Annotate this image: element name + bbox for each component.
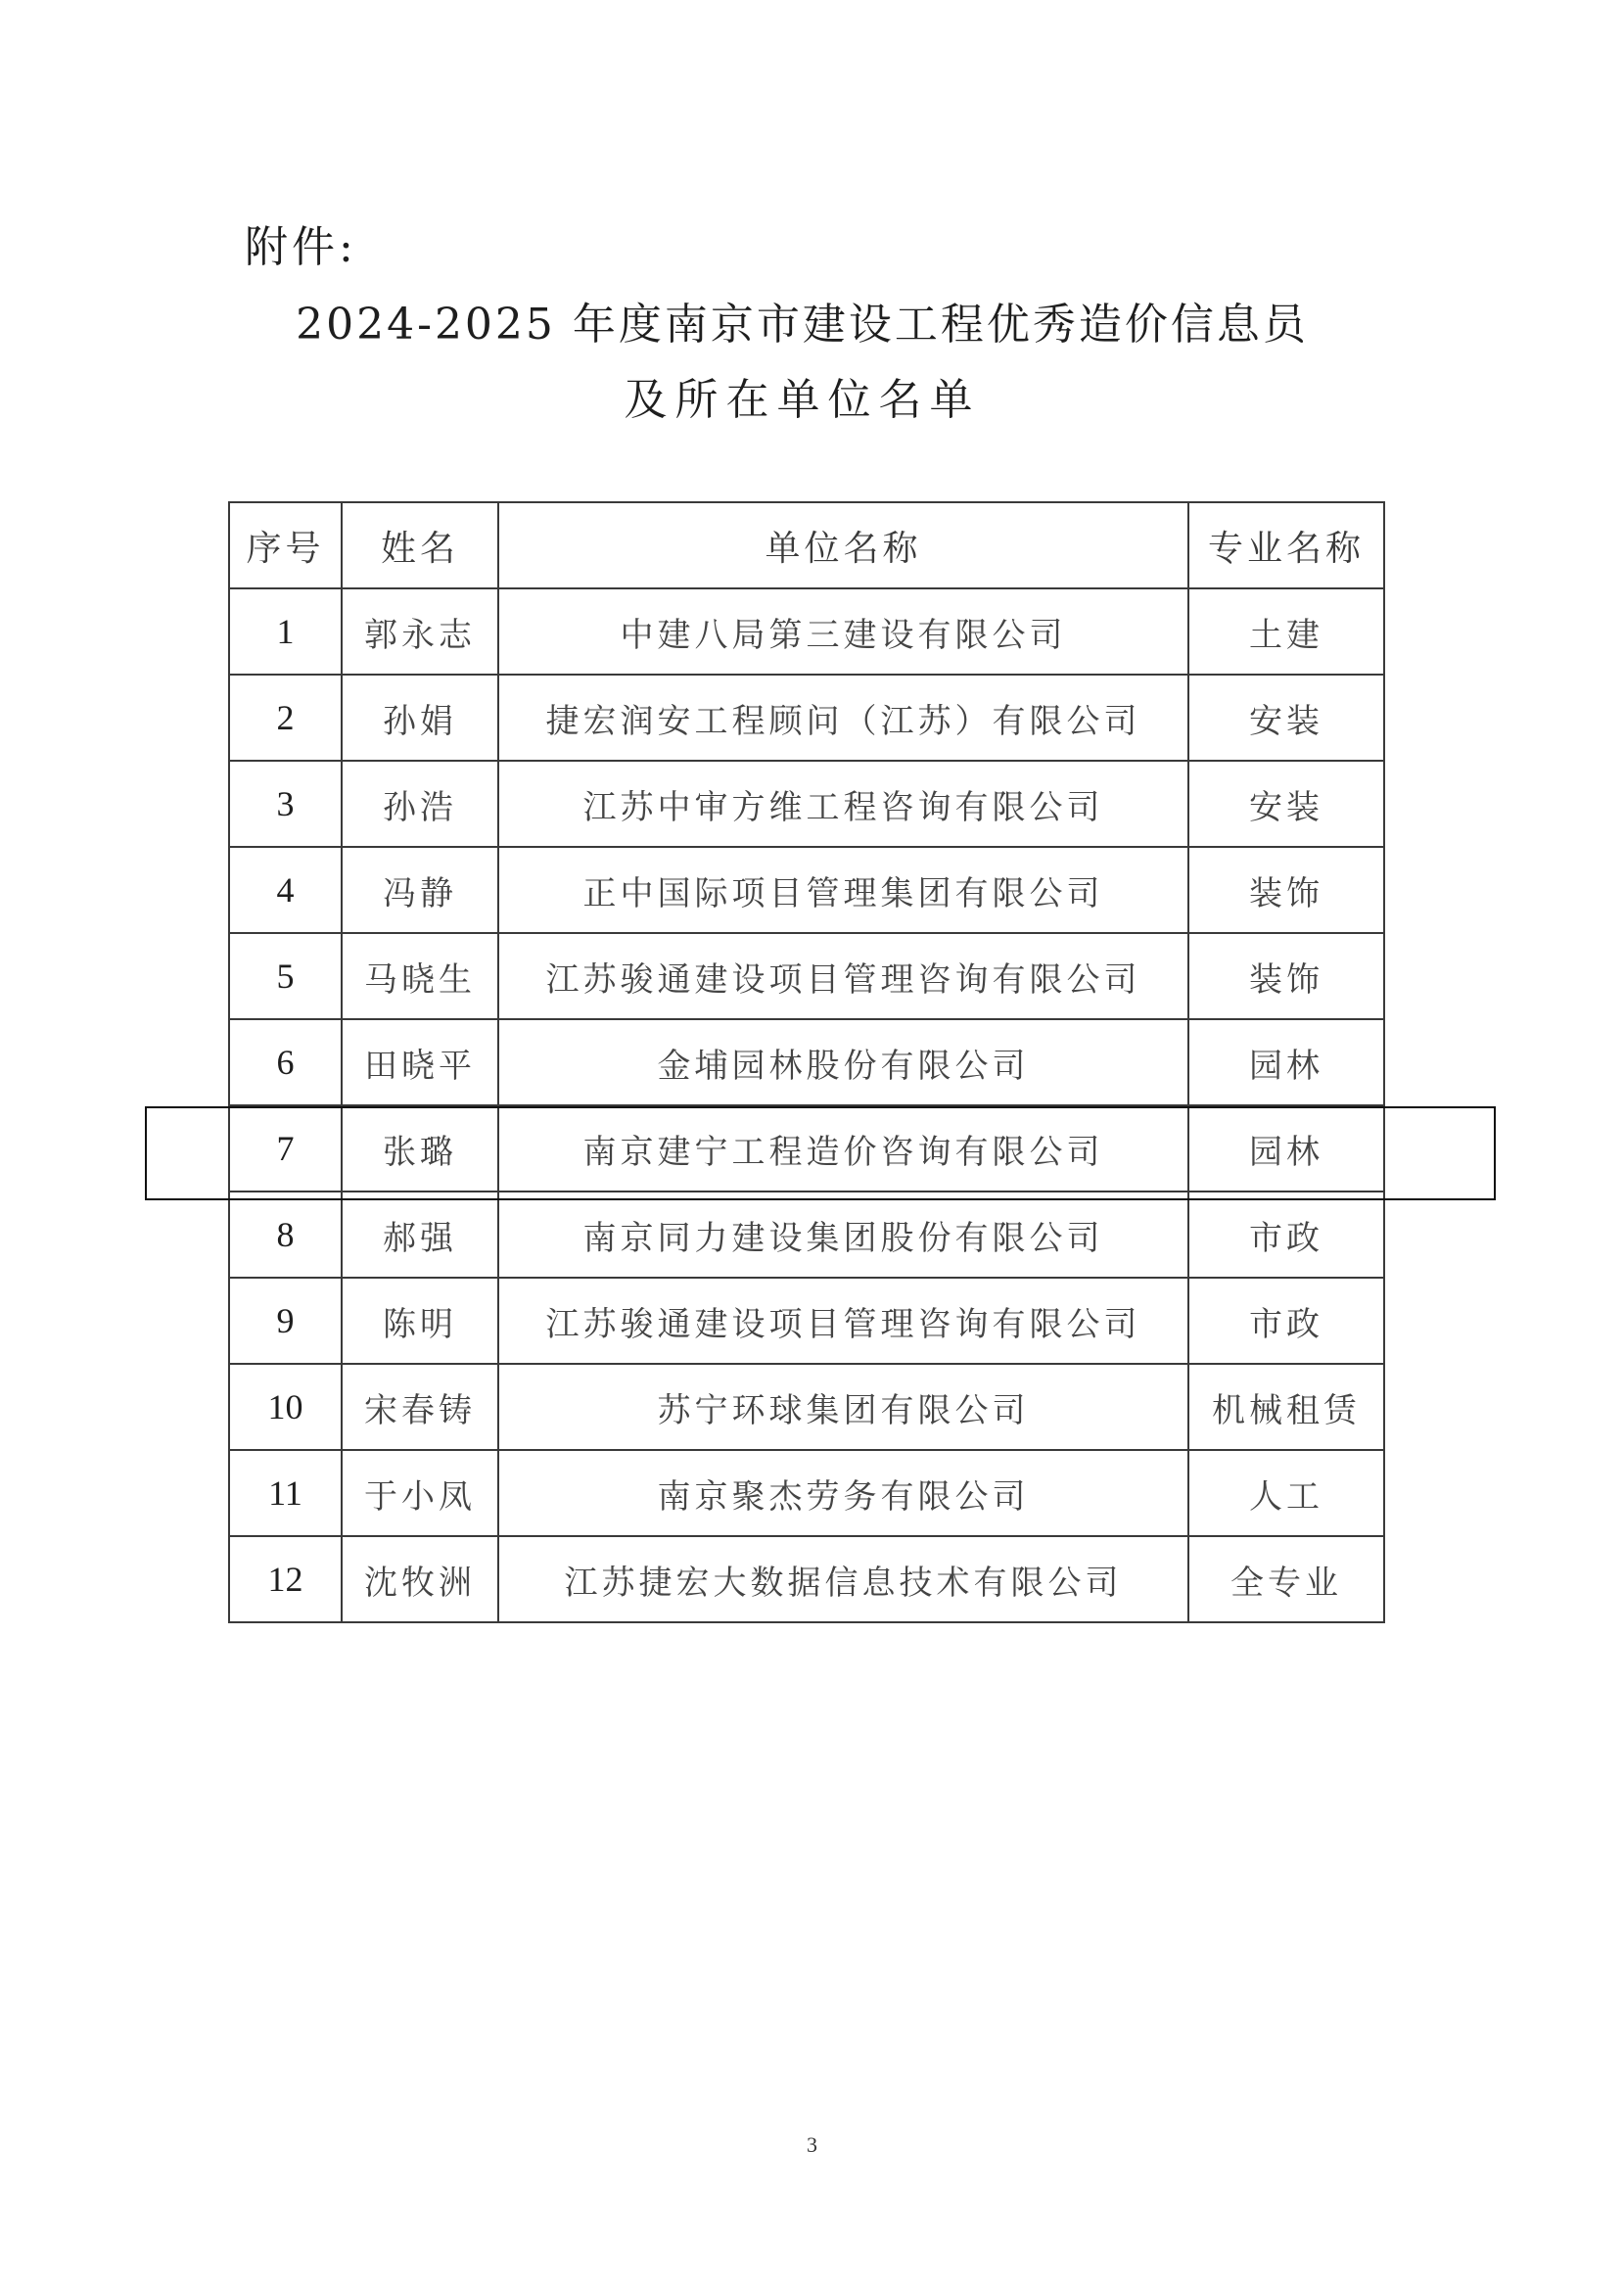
header-specialty: 专业名称 — [1188, 502, 1384, 588]
attachment-label: 附件: — [245, 222, 357, 272]
cell-specialty: 土建 — [1188, 588, 1384, 675]
cell-serial-no: 8 — [229, 1192, 342, 1278]
roster-table — [228, 501, 1385, 1623]
table-row — [229, 1192, 1384, 1278]
table-row — [229, 933, 1384, 1019]
table-header-row — [229, 502, 1384, 588]
table-row — [229, 1536, 1384, 1622]
cell-serial-no: 10 — [229, 1364, 342, 1450]
cell-specialty: 全专业 — [1188, 1536, 1384, 1622]
table-row — [229, 675, 1384, 761]
cell-organization: 江苏骏通建设项目管理咨询有限公司 — [498, 1278, 1188, 1364]
cell-name: 郝强 — [342, 1192, 498, 1278]
cell-specialty: 机械租赁 — [1188, 1364, 1384, 1450]
cell-name: 冯静 — [342, 847, 498, 933]
cell-name: 张璐 — [342, 1105, 498, 1192]
cell-specialty: 装饰 — [1188, 933, 1384, 1019]
cell-organization: 南京聚杰劳务有限公司 — [498, 1450, 1188, 1536]
cell-organization: 江苏捷宏大数据信息技术有限公司 — [498, 1536, 1188, 1622]
cell-organization: 金埔园林股份有限公司 — [498, 1019, 1188, 1105]
cell-serial-no: 9 — [229, 1278, 342, 1364]
cell-specialty: 园林 — [1188, 1105, 1384, 1192]
cell-organization: 南京建宁工程造价咨询有限公司 — [498, 1105, 1188, 1192]
table-row — [229, 588, 1384, 675]
cell-name: 孙娟 — [342, 675, 498, 761]
table-row — [229, 1450, 1384, 1536]
cell-serial-no: 6 — [229, 1019, 342, 1105]
cell-name: 孙浩 — [342, 761, 498, 847]
cell-specialty: 装饰 — [1188, 847, 1384, 933]
header-serial-no: 序号 — [229, 502, 342, 588]
cell-specialty: 安装 — [1188, 761, 1384, 847]
table-row-highlighted — [229, 1105, 1384, 1192]
cell-organization: 正中国际项目管理集团有限公司 — [498, 847, 1188, 933]
cell-serial-no: 4 — [229, 847, 342, 933]
cell-name: 马晓生 — [342, 933, 498, 1019]
table-row — [229, 1019, 1384, 1105]
cell-organization: 南京同力建设集团股份有限公司 — [498, 1192, 1188, 1278]
cell-name: 宋春铸 — [342, 1364, 498, 1450]
cell-specialty: 市政 — [1188, 1192, 1384, 1278]
cell-serial-no: 12 — [229, 1536, 342, 1622]
cell-serial-no: 2 — [229, 675, 342, 761]
table-row — [229, 847, 1384, 933]
cell-serial-no: 3 — [229, 761, 342, 847]
cell-serial-no: 11 — [229, 1450, 342, 1536]
document-title-line-2: 及所在单位名单 — [624, 375, 981, 425]
table-row — [229, 1278, 1384, 1364]
cell-name: 于小凤 — [342, 1450, 498, 1536]
cell-specialty: 人工 — [1188, 1450, 1384, 1536]
cell-specialty: 市政 — [1188, 1278, 1384, 1364]
cell-name: 郭永志 — [342, 588, 498, 675]
cell-organization: 苏宁环球集团有限公司 — [498, 1364, 1188, 1450]
page-number: 3 — [807, 2132, 817, 2157]
cell-serial-no: 1 — [229, 588, 342, 675]
table-row — [229, 761, 1384, 847]
cell-organization: 中建八局第三建设有限公司 — [498, 588, 1188, 675]
header-organization: 单位名称 — [498, 502, 1188, 588]
cell-name: 田晓平 — [342, 1019, 498, 1105]
cell-name: 沈牧洲 — [342, 1536, 498, 1622]
document-title-line-1: 2024-2025 年度南京市建设工程优秀造价信息员 — [296, 300, 1309, 350]
cell-organization: 江苏中审方维工程咨询有限公司 — [498, 761, 1188, 847]
cell-serial-no: 7 — [229, 1105, 342, 1192]
table-row — [229, 1364, 1384, 1450]
cell-name: 陈明 — [342, 1278, 498, 1364]
cell-serial-no: 5 — [229, 933, 342, 1019]
header-name: 姓名 — [342, 502, 498, 588]
cell-specialty: 园林 — [1188, 1019, 1384, 1105]
cell-organization: 江苏骏通建设项目管理咨询有限公司 — [498, 933, 1188, 1019]
cell-specialty: 安装 — [1188, 675, 1384, 761]
cell-organization: 捷宏润安工程顾问（江苏）有限公司 — [498, 675, 1188, 761]
